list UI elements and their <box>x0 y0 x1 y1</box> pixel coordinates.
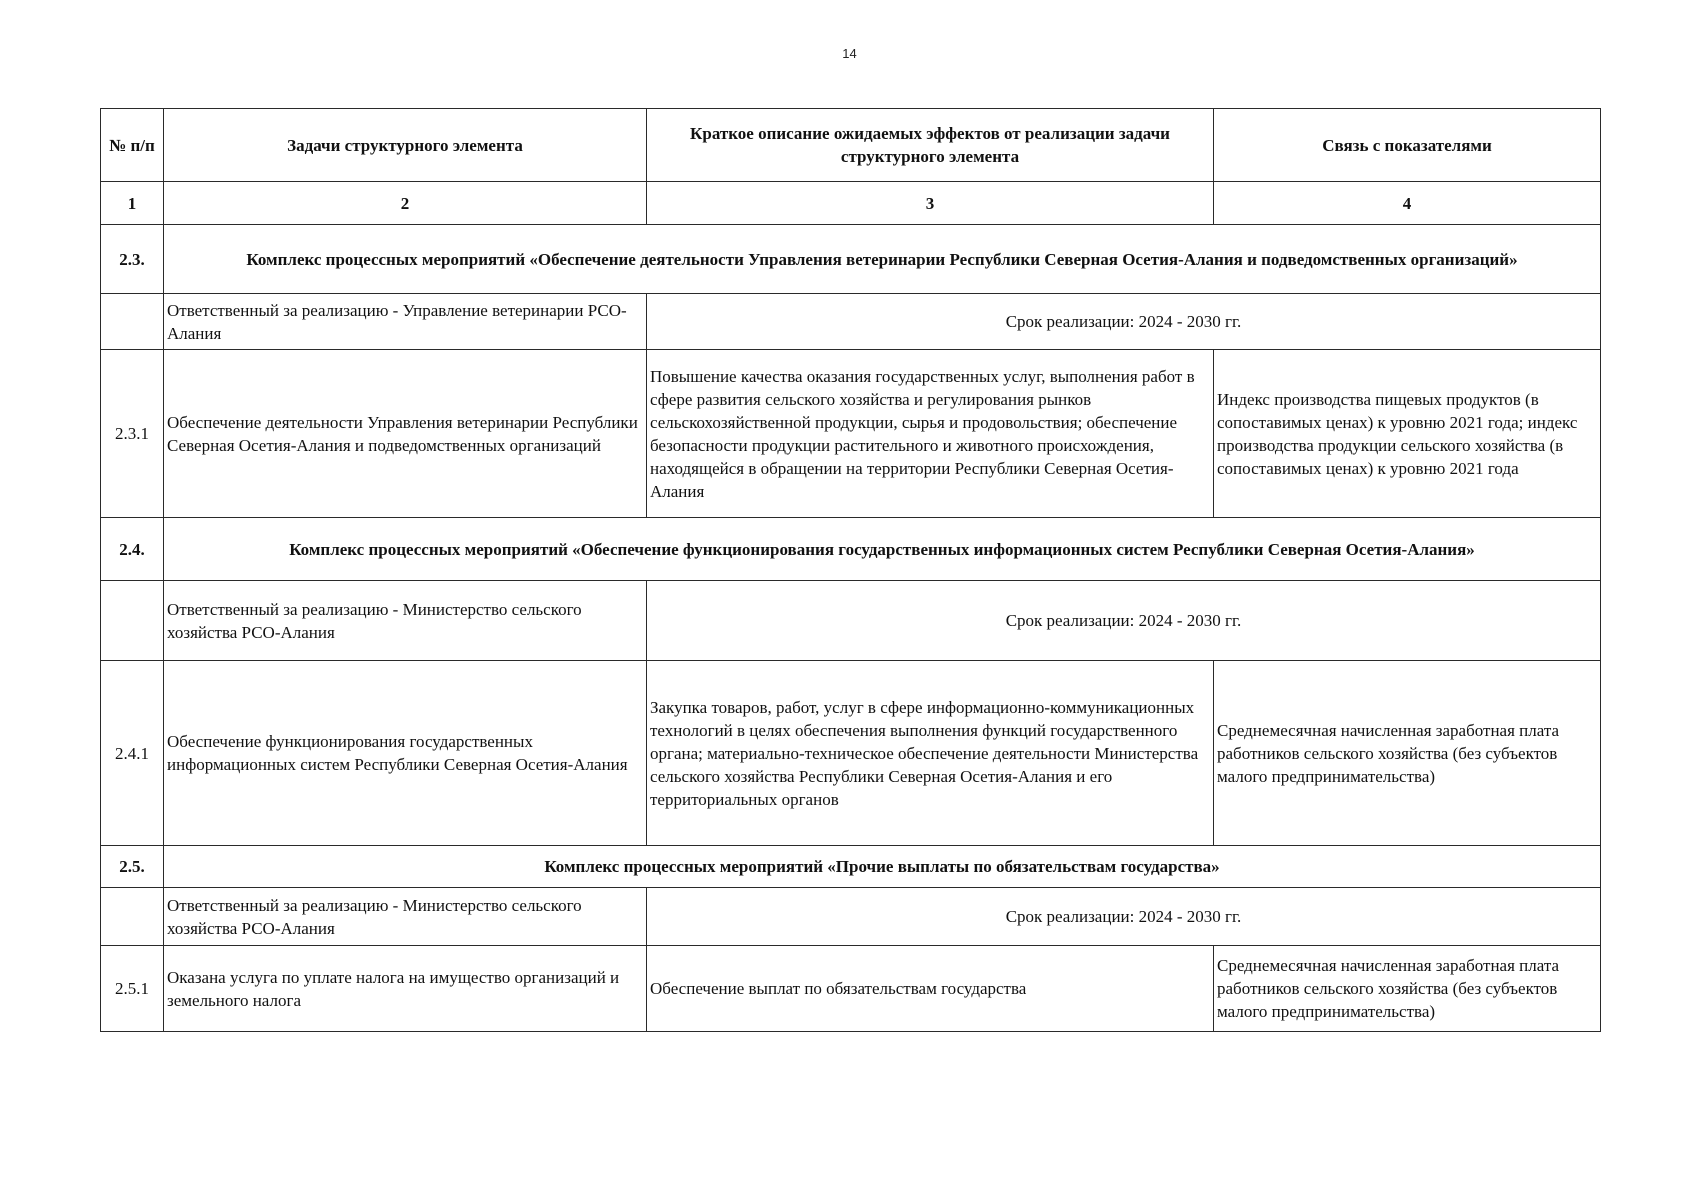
task-text: Оказана услуга по уплате налога на имущество организаций и земельного налога <box>164 946 647 1032</box>
section-title: Комплекс процессных мероприятий «Прочие выплаты по обязательствам государства» <box>164 846 1601 888</box>
indicators-text: Среднемесячная начисленная заработная плата работников сельского хозяйства (без субъектов малого предпринимательства) <box>1214 946 1601 1032</box>
section-title-row <box>101 518 1601 581</box>
header-number: № п/п <box>101 109 164 182</box>
section-title: Комплекс процессных мероприятий «Обеспечение функционирования государственных информационных систем Республики Северная Осетия-Алания» <box>164 518 1601 581</box>
header-tasks: Задачи структурного элемента <box>164 109 647 182</box>
empty-cell <box>101 888 164 946</box>
term-text: Срок реализации: 2024 - 2030 гг. <box>647 888 1601 946</box>
effects-text: Закупка товаров, работ, услуг в сфере информационно-коммуникационных технологий в целях обеспечения выполнения функций государственного органа; материально-техническое обеспечение деятельности Министерства сельского хозяйства Республики Северная Осетия-Алания и его территориальных органов <box>647 661 1214 846</box>
page-number: 14 <box>842 46 857 61</box>
effects-text: Обеспечение выплат по обязательствам государства <box>647 946 1214 1032</box>
section-number: 2.4. <box>101 518 164 581</box>
empty-cell <box>101 294 164 350</box>
task-number: 2.5.1 <box>101 946 164 1032</box>
task-row <box>101 946 1601 1032</box>
section-number: 2.5. <box>101 846 164 888</box>
section-title-row <box>101 225 1601 294</box>
term-text: Срок реализации: 2024 - 2030 гг. <box>647 294 1601 350</box>
header-effects: Краткое описание ожидаемых эффектов от реализации задачи структурного элемента <box>647 109 1214 182</box>
task-row <box>101 661 1601 846</box>
header-indicators: Связь с показателями <box>1214 109 1601 182</box>
column-index: 2 <box>164 182 647 225</box>
responsible-text: Ответственный за реализацию - Министерство сельского хозяйства РСО-Алания <box>164 581 647 661</box>
responsible-row <box>101 888 1601 946</box>
responsible-text: Ответственный за реализацию - Управление ветеринарии РСО-Алания <box>164 294 647 350</box>
column-index: 1 <box>101 182 164 225</box>
empty-cell <box>101 581 164 661</box>
indicators-text: Индекс производства пищевых продуктов (в сопоставимых ценах) к уровню 2021 года; индекс производства продукции сельского хозяйства (в сопоставимых ценах) к уровню 2021 года <box>1214 350 1601 518</box>
task-number: 2.3.1 <box>101 350 164 518</box>
table-header-row <box>101 109 1601 182</box>
effects-text: Повышение качества оказания государственных услуг, выполнения работ в сфере развития сельского хозяйства и регулирования рынков сельскохозяйственной продукции, сырья и продовольствия; обеспечение безопасности продукции растительного и животного происхождения, находящейся в обращении на территории Республики Северная Осетия-Алания <box>647 350 1214 518</box>
term-text: Срок реализации: 2024 - 2030 гг. <box>647 581 1601 661</box>
section-title-row <box>101 846 1601 888</box>
indicators-text: Среднемесячная начисленная заработная плата работников сельского хозяйства (без субъектов малого предпринимательства) <box>1214 661 1601 846</box>
task-row <box>101 350 1601 518</box>
section-number: 2.3. <box>101 225 164 294</box>
task-text: Обеспечение деятельности Управления ветеринарии Республики Северная Осетия-Алания и подведомственных организаций <box>164 350 647 518</box>
section-title: Комплекс процессных мероприятий «Обеспечение деятельности Управления ветеринарии Республики Северная Осетия-Алания и подведомственных организаций» <box>164 225 1601 294</box>
tasks-table <box>100 108 1601 1032</box>
column-index: 3 <box>647 182 1214 225</box>
responsible-text: Ответственный за реализацию - Министерство сельского хозяйства РСО-Алания <box>164 888 647 946</box>
task-number: 2.4.1 <box>101 661 164 846</box>
responsible-row <box>101 581 1601 661</box>
column-index: 4 <box>1214 182 1601 225</box>
column-index-row <box>101 182 1601 225</box>
task-text: Обеспечение функционирования государственных информационных систем Республики Северная Осетия-Алания <box>164 661 647 846</box>
responsible-row <box>101 294 1601 350</box>
